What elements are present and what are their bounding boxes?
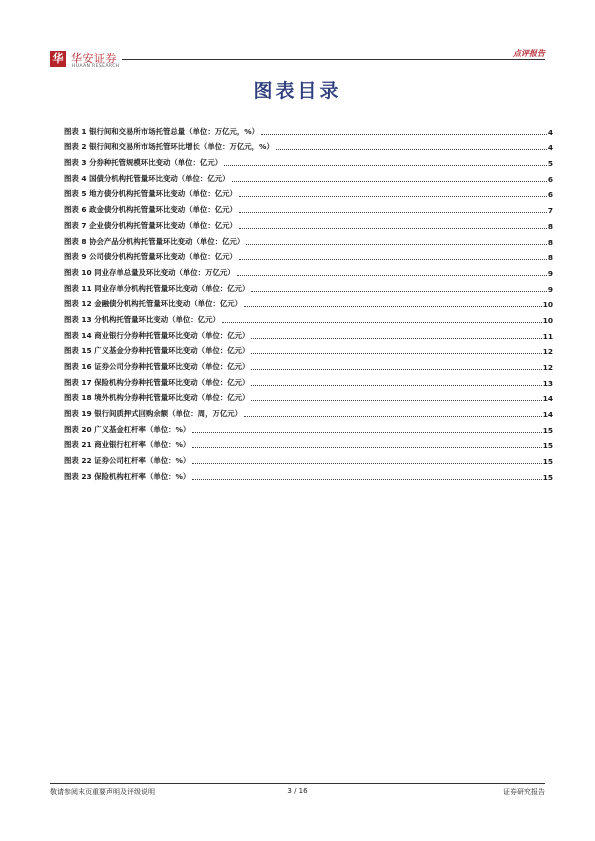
toc-entry-label: 图表 3 分券种托管规模环比变动（单位：亿元） — [64, 158, 223, 168]
toc-entry[interactable] — [64, 121, 553, 137]
toc-entry-label: 图表 15 广义基金分券种托管量环比变动（单位：亿元） — [64, 346, 250, 356]
toc-leader-dots — [251, 369, 541, 370]
toc-leader-dots — [251, 353, 541, 354]
toc-entry-label: 图表 11 同业存单分机构托管量环比变动（单位：亿元） — [64, 283, 250, 293]
toc-leader-dots — [239, 196, 547, 197]
footer-report-type: 证券研究报告 — [503, 788, 545, 796]
toc-entry-page: 12 — [542, 363, 553, 372]
company-logo-seal: 华 — [50, 51, 66, 67]
toc-leader-dots — [251, 291, 546, 292]
toc-entry-page: 9 — [547, 268, 553, 278]
toc-leader-dots — [251, 400, 541, 401]
toc-entry-page: 8 — [547, 221, 553, 231]
toc-entry[interactable] — [64, 466, 553, 482]
toc-entry[interactable] — [64, 184, 553, 200]
toc-entry-page: 15 — [542, 425, 553, 435]
toc-entry-page: 9 — [547, 284, 553, 294]
toc-entry[interactable] — [64, 372, 553, 388]
toc-entry-label: 图表 16 证券公司分券种托管量环比变动（单位：亿元） — [64, 362, 250, 371]
company-logo-name: 华安证券 — [71, 52, 117, 65]
toc-entry-label: 图表 5 地方债分机构托管量环比变动（单位：亿元） — [64, 189, 237, 199]
toc-entry[interactable] — [64, 388, 553, 404]
toc-entry[interactable] — [64, 309, 553, 325]
toc-leader-dots — [246, 244, 547, 245]
toc-entry[interactable] — [64, 168, 553, 184]
toc-entry-page: 10 — [542, 300, 553, 310]
toc-entry[interactable] — [64, 450, 553, 466]
header-divider — [122, 59, 545, 60]
footer-divider — [50, 783, 545, 784]
toc-entry[interactable] — [64, 341, 553, 357]
toc-leader-dots — [244, 416, 542, 417]
toc-entry-label: 图表 9 公司债分机构托管量环比变动（单位：亿元） — [64, 252, 237, 262]
toc-entry-page: 10 — [542, 315, 553, 325]
footer-disclaimer: 敬请参阅末页重要声明及评级说明 — [50, 788, 155, 796]
toc-entry-label: 图表 22 证券公司杠杆率（单位：%） — [64, 456, 191, 466]
toc-entry-page: 4 — [547, 143, 553, 153]
toc-entry[interactable] — [64, 325, 553, 341]
table-of-figures — [64, 121, 553, 482]
toc-entry-label: 图表 2 银行间和交易所市场托管环比增长（单位：万亿元，%） — [64, 142, 274, 152]
toc-entry[interactable] — [64, 231, 553, 247]
toc-leader-dots — [261, 134, 547, 135]
toc-entry-label: 图表 21 商业银行杠杆率（单位：%） — [64, 440, 191, 450]
toc-entry[interactable] — [64, 152, 553, 168]
toc-entry[interactable] — [64, 247, 553, 263]
toc-entry-page: 12 — [542, 347, 553, 357]
toc-entry-label: 图表 20 广义基金杠杆率（单位：%） — [64, 424, 191, 434]
toc-entry[interactable] — [64, 262, 553, 278]
toc-entry-label: 图表 7 企业债分机构托管量环比变动（单位：亿元） — [64, 220, 237, 230]
toc-leader-dots — [239, 228, 547, 229]
toc-entry-page: 8 — [547, 253, 553, 263]
toc-leader-dots — [244, 306, 542, 307]
toc-leader-dots — [239, 212, 547, 213]
toc-entry-label: 图表 8 协会产品分机构托管量环比变动（单位：亿元） — [64, 236, 245, 246]
toc-entry-page: 8 — [547, 237, 553, 247]
toc-entry[interactable] — [64, 356, 553, 372]
toc-leader-dots — [224, 165, 547, 166]
toc-title: 图表目录 — [253, 80, 342, 102]
toc-entry-label: 图表 6 政金债分机构托管量环比变动（单位：亿元） — [64, 205, 237, 215]
toc-leader-dots — [192, 447, 541, 448]
toc-entry-label: 图表 17 保险机构分券种托管量环比变动（单位：亿元） — [64, 377, 250, 387]
document-type-label: 点评报告 — [509, 48, 545, 59]
toc-entry-page: 4 — [547, 127, 553, 137]
toc-leader-dots — [276, 149, 547, 150]
toc-entry[interactable] — [64, 278, 553, 294]
toc-entry[interactable] — [64, 215, 553, 231]
toc-entry-page: 11 — [542, 331, 553, 341]
toc-leader-dots — [239, 259, 547, 260]
toc-entry[interactable] — [64, 403, 553, 419]
toc-leader-dots — [251, 338, 541, 339]
toc-leader-dots — [232, 181, 547, 182]
toc-leader-dots — [251, 385, 541, 386]
company-logo-english: HUAAN RESEARCH — [72, 64, 120, 69]
toc-entry-page: 14 — [542, 410, 553, 420]
toc-entry-page: 15 — [542, 457, 553, 467]
toc-leader-dots — [192, 432, 541, 433]
toc-entry-label: 图表 14 商业银行分券种托管量环比变动（单位：亿元） — [64, 330, 250, 340]
toc-entry-page: 6 — [547, 174, 553, 184]
toc-entry[interactable] — [64, 435, 553, 451]
toc-leader-dots — [237, 275, 547, 276]
toc-entry-label: 图表 19 银行间质押式回购余额（单位：周，万亿元） — [64, 409, 243, 419]
toc-entry-page: 6 — [547, 190, 553, 200]
toc-entry-page: 14 — [542, 394, 553, 404]
page-header — [50, 47, 545, 71]
toc-entry[interactable] — [64, 137, 553, 153]
toc-entry-label: 图表 1 银行间和交易所市场托管总量（单位：万亿元，%） — [64, 126, 260, 136]
toc-entry-label: 图表 13 分机构托管量环比变动（单位：亿元） — [64, 314, 220, 324]
toc-leader-dots — [222, 322, 542, 323]
toc-entry-label: 图表 10 同业存单总量及环比变动（单位：万亿元） — [64, 267, 235, 277]
toc-entry-label: 图表 4 国债分机构托管量环比变动（单位：亿元） — [64, 173, 230, 183]
toc-entry-page: 13 — [542, 378, 553, 388]
toc-entry[interactable] — [64, 199, 553, 215]
toc-entry-page: 15 — [542, 441, 553, 451]
toc-leader-dots — [192, 463, 541, 464]
toc-entry[interactable] — [64, 419, 553, 435]
page-number: 3 / 16 — [287, 787, 308, 795]
toc-entry-page: 15 — [542, 472, 553, 482]
toc-entry-page: 7 — [547, 206, 553, 216]
toc-entry-label: 图表 23 保险机构杠杆率（单位：%） — [64, 471, 191, 481]
toc-entry-label: 图表 18 境外机构分券种托管量环比变动（单位：亿元） — [64, 393, 250, 403]
toc-leader-dots — [192, 479, 541, 480]
toc-entry[interactable] — [64, 294, 553, 310]
toc-entry-label: 图表 12 金融债分机构托管量环比变动（单位：亿元） — [64, 299, 243, 309]
toc-entry-page: 5 — [547, 159, 553, 169]
